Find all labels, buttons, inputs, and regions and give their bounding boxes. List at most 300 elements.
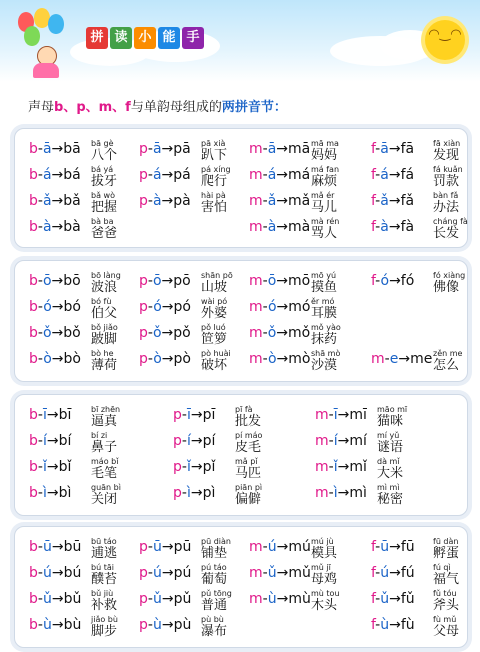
dash: - bbox=[181, 433, 187, 449]
syllable-spelling bbox=[139, 617, 191, 633]
example-word bbox=[91, 349, 117, 373]
initial-letter: m bbox=[249, 591, 263, 607]
syllable-result: mà bbox=[288, 219, 311, 235]
dash: - bbox=[262, 591, 268, 607]
syllable-result: mǒ bbox=[288, 325, 311, 341]
example-pinyin: bá yá bbox=[91, 165, 114, 174]
example-pinyin: guān bì bbox=[91, 483, 121, 492]
initial-letter: f bbox=[371, 193, 376, 209]
syllable-result: pǔ bbox=[173, 591, 192, 607]
final-vowel: ī bbox=[42, 407, 47, 423]
dash: - bbox=[37, 591, 43, 607]
example-pinyin: pú táo bbox=[201, 563, 227, 572]
example-word bbox=[201, 165, 231, 189]
syllable-spelling bbox=[29, 433, 71, 449]
example-pinyin: cháng fà bbox=[433, 217, 468, 226]
syllable-spelling bbox=[173, 433, 215, 449]
syllable-spelling bbox=[29, 459, 71, 475]
title-char: 小 bbox=[134, 27, 156, 49]
dash: - bbox=[375, 219, 381, 235]
syllable-spelling bbox=[139, 193, 191, 209]
syllable-card-o bbox=[14, 260, 468, 382]
initial-letter: p bbox=[139, 167, 148, 183]
initial-letter: b bbox=[29, 219, 38, 235]
syllable-result: pā bbox=[173, 141, 191, 157]
example-pinyin: bàn fǎ bbox=[433, 191, 459, 200]
syllable-spelling bbox=[29, 193, 81, 209]
final-vowel: ó bbox=[380, 273, 390, 289]
example-word bbox=[91, 217, 117, 241]
example-word bbox=[433, 139, 460, 163]
syllable-spelling bbox=[29, 325, 81, 341]
dash: - bbox=[37, 485, 43, 501]
example-word bbox=[311, 537, 337, 561]
title-char: 能 bbox=[158, 27, 180, 49]
example-hanzi: 害怕 bbox=[201, 200, 228, 215]
arrow-icon: → bbox=[337, 485, 350, 501]
final-vowel: ō bbox=[267, 273, 277, 289]
example-hanzi: 父母 bbox=[433, 624, 460, 639]
initial-letter: f bbox=[371, 617, 376, 633]
example-hanzi: 八个 bbox=[91, 148, 118, 163]
example-pinyin: bǒ jiǎo bbox=[91, 323, 118, 332]
example-hanzi: 抹药 bbox=[311, 332, 338, 347]
syllable-spelling bbox=[29, 565, 81, 581]
example-word bbox=[433, 165, 463, 189]
final-vowel: ǒ bbox=[152, 325, 162, 341]
final-vowel: ā bbox=[267, 141, 277, 157]
initial-letter: m bbox=[249, 219, 263, 235]
arrow-icon: → bbox=[161, 325, 174, 341]
arrow-icon: → bbox=[389, 273, 401, 289]
example-hanzi: 脚步 bbox=[91, 624, 118, 639]
example-hanzi: 鼻子 bbox=[91, 440, 118, 455]
example-pinyin: pá xíng bbox=[201, 165, 231, 174]
syllable-spelling bbox=[139, 167, 191, 183]
syllable-spelling bbox=[371, 141, 414, 157]
arrow-icon: → bbox=[51, 299, 64, 315]
example-hanzi: 拔牙 bbox=[91, 174, 118, 189]
dash: - bbox=[37, 459, 43, 475]
example-word bbox=[311, 589, 340, 613]
initial-letter: m bbox=[249, 539, 263, 555]
example-pinyin: mō yú bbox=[311, 271, 337, 280]
page-title bbox=[86, 27, 204, 49]
syllable-result: fá bbox=[400, 167, 415, 183]
example-word bbox=[91, 139, 117, 163]
example-pinyin: shā mò bbox=[311, 349, 341, 358]
example-hanzi: 薄荷 bbox=[91, 358, 118, 373]
arrow-icon: → bbox=[51, 193, 64, 209]
example-hanzi: 补救 bbox=[91, 598, 118, 613]
dash: - bbox=[328, 433, 334, 449]
example-pinyin: dà mǐ bbox=[377, 457, 400, 466]
dash: - bbox=[181, 459, 187, 475]
syllable-spelling bbox=[29, 299, 81, 315]
example-word bbox=[377, 405, 407, 429]
dash: - bbox=[375, 539, 381, 555]
syllable-spelling bbox=[29, 539, 81, 555]
syllable-result: bà bbox=[63, 219, 81, 235]
dash: - bbox=[37, 351, 44, 367]
example-hanzi: 葡萄 bbox=[201, 572, 228, 587]
initial-letter: b bbox=[29, 299, 38, 315]
arrow-icon: → bbox=[46, 459, 59, 475]
syllable-result: fū bbox=[400, 539, 415, 555]
example-word bbox=[201, 139, 227, 163]
arrow-icon: → bbox=[388, 167, 401, 183]
example-hanzi: 山坡 bbox=[201, 280, 228, 295]
syllable-result: fú bbox=[400, 565, 415, 581]
example-hanzi: 伯父 bbox=[91, 306, 118, 321]
example-word bbox=[91, 483, 121, 507]
example-pinyin: māo mī bbox=[377, 405, 408, 414]
final-vowel: ù bbox=[152, 617, 162, 633]
arrow-icon: → bbox=[276, 325, 289, 341]
example-pinyin: bū táo bbox=[91, 537, 117, 546]
final-vowel: ó bbox=[153, 299, 162, 315]
arrow-icon: → bbox=[51, 167, 64, 183]
balloon-icon bbox=[24, 26, 40, 46]
final-vowel: ù bbox=[380, 617, 390, 633]
final-vowel: ǎ bbox=[380, 193, 389, 209]
example-word bbox=[91, 323, 118, 347]
example-hanzi: 沙漠 bbox=[311, 358, 338, 373]
example-pinyin: pǔ tōng bbox=[201, 589, 232, 598]
initial-letter: f bbox=[371, 591, 376, 607]
example-pinyin: má fan bbox=[311, 165, 340, 174]
arrow-icon: → bbox=[337, 433, 350, 449]
example-pinyin: mā ma bbox=[311, 139, 339, 148]
arrow-icon: → bbox=[51, 591, 64, 607]
example-word bbox=[377, 431, 403, 455]
initial-letter: p bbox=[173, 459, 182, 475]
example-word bbox=[201, 297, 227, 321]
initial-letter: f bbox=[371, 565, 376, 581]
final-vowel: ī bbox=[333, 407, 338, 423]
heading-highlight: 两拼音节： bbox=[221, 100, 287, 115]
syllable-result: mī bbox=[349, 407, 367, 423]
initial-letter: m bbox=[249, 193, 263, 209]
final-vowel: à bbox=[380, 219, 389, 235]
syllable-result: fǔ bbox=[400, 591, 415, 607]
initial-letter: b bbox=[29, 565, 38, 581]
initial-letter: f bbox=[371, 219, 376, 235]
arrow-icon: → bbox=[46, 407, 59, 423]
dash: - bbox=[262, 351, 268, 367]
example-hanzi: 毛笔 bbox=[91, 466, 118, 481]
syllable-result: bī bbox=[58, 407, 72, 423]
arrow-icon: → bbox=[276, 591, 289, 607]
syllable-result: pū bbox=[173, 539, 192, 555]
girl-illustration-body bbox=[33, 63, 59, 78]
syllable-result: pó bbox=[173, 299, 191, 315]
final-vowel: í bbox=[333, 433, 338, 449]
example-pinyin: fá kuǎn bbox=[433, 165, 463, 174]
syllable-result: mú bbox=[288, 539, 311, 555]
syllable-result: pà bbox=[173, 193, 191, 209]
example-hanzi: 马儿 bbox=[311, 200, 338, 215]
initial-letter: m bbox=[249, 167, 263, 183]
syllable-result: fǎ bbox=[400, 193, 415, 209]
example-hanzi: 谜语 bbox=[377, 440, 404, 455]
dash: - bbox=[147, 351, 154, 367]
example-hanzi: 普通 bbox=[201, 598, 228, 613]
dash: - bbox=[262, 325, 268, 341]
initial-letter: p bbox=[139, 539, 148, 555]
example-hanzi: 办法 bbox=[433, 200, 460, 215]
example-hanzi: 逋逃 bbox=[91, 546, 118, 561]
title-char: 读 bbox=[110, 27, 132, 49]
final-vowel: ù bbox=[267, 591, 277, 607]
example-pinyin: mí yǔ bbox=[377, 431, 400, 440]
example-word bbox=[433, 537, 459, 561]
initial-letter: p bbox=[139, 193, 148, 209]
initial-letter: f bbox=[371, 167, 376, 183]
example-word bbox=[91, 563, 117, 587]
title-char: 手 bbox=[182, 27, 204, 49]
syllable-result: bǒ bbox=[63, 325, 81, 341]
initial-letter: b bbox=[29, 433, 38, 449]
dash: - bbox=[375, 617, 381, 633]
arrow-icon: → bbox=[276, 299, 289, 315]
heading-letters: b、p、m、f bbox=[54, 100, 131, 115]
syllable-spelling bbox=[371, 617, 415, 633]
section-heading bbox=[28, 96, 287, 115]
example-pinyin: bí zi bbox=[91, 431, 108, 440]
example-pinyin: fā xiàn bbox=[433, 139, 461, 148]
example-pinyin: fú qì bbox=[433, 563, 451, 572]
final-vowel: ì bbox=[42, 485, 47, 501]
balloon-icon bbox=[48, 14, 64, 34]
final-vowel: ā bbox=[380, 141, 389, 157]
arrow-icon: → bbox=[51, 273, 64, 289]
syllable-spelling bbox=[249, 219, 310, 235]
arrow-icon: → bbox=[276, 219, 289, 235]
dash: - bbox=[37, 299, 44, 315]
syllable-spelling bbox=[371, 351, 432, 367]
dash: - bbox=[262, 193, 268, 209]
final-vowel: ó bbox=[43, 299, 52, 315]
example-pinyin: pí máo bbox=[235, 431, 263, 440]
syllable-spelling bbox=[173, 459, 215, 475]
arrow-icon: → bbox=[388, 141, 401, 157]
final-vowel: ǒ bbox=[267, 325, 277, 341]
initial-letter: p bbox=[139, 591, 148, 607]
syllable-result: pá bbox=[173, 167, 191, 183]
final-vowel: ǐ bbox=[333, 459, 338, 475]
syllable-spelling bbox=[29, 167, 81, 183]
arrow-icon: → bbox=[190, 485, 203, 501]
dash: - bbox=[147, 617, 153, 633]
initial-letter: p bbox=[139, 565, 148, 581]
dash: - bbox=[262, 565, 268, 581]
example-word bbox=[91, 615, 118, 639]
syllable-spelling bbox=[315, 485, 367, 501]
example-pinyin: hài pà bbox=[201, 191, 226, 200]
syllable-spelling bbox=[173, 485, 215, 501]
title-char: 拼 bbox=[86, 27, 108, 49]
syllable-result: mǐ bbox=[349, 459, 367, 475]
syllable-spelling bbox=[139, 539, 191, 555]
final-vowel: ú bbox=[380, 565, 390, 581]
syllable-spelling bbox=[139, 325, 191, 341]
dash: - bbox=[37, 617, 43, 633]
dash: - bbox=[384, 351, 390, 367]
syllable-result: mǎ bbox=[288, 193, 311, 209]
initial-letter: p bbox=[139, 351, 148, 367]
initial-letter: p bbox=[173, 485, 182, 501]
example-hanzi: 耳膜 bbox=[311, 306, 338, 321]
arrow-icon: → bbox=[161, 141, 174, 157]
example-hanzi: 木头 bbox=[311, 598, 338, 613]
example-pinyin: mǒ yào bbox=[311, 323, 341, 332]
syllable-result: mó bbox=[288, 299, 311, 315]
initial-letter: p bbox=[139, 617, 148, 633]
syllable-spelling bbox=[371, 193, 414, 209]
example-word bbox=[201, 271, 233, 295]
syllable-result: bó bbox=[63, 299, 81, 315]
syllable-spelling bbox=[249, 299, 310, 315]
arrow-icon: → bbox=[190, 407, 203, 423]
syllable-spelling bbox=[249, 141, 310, 157]
syllable-result: pǒ bbox=[173, 325, 191, 341]
arrow-icon: → bbox=[388, 219, 401, 235]
initial-letter: b bbox=[29, 485, 38, 501]
final-vowel: ǐ bbox=[42, 459, 47, 475]
syllable-spelling bbox=[29, 485, 71, 501]
arrow-icon: → bbox=[276, 351, 289, 367]
example-hanzi: 罚款 bbox=[433, 174, 460, 189]
example-word bbox=[311, 165, 339, 189]
syllable-result: bō bbox=[63, 273, 81, 289]
dash: - bbox=[37, 273, 43, 289]
example-pinyin: pù bù bbox=[201, 615, 224, 624]
arrow-icon: → bbox=[161, 351, 174, 367]
arrow-icon: → bbox=[161, 299, 174, 315]
syllable-result: mō bbox=[288, 273, 311, 289]
initial-letter: m bbox=[371, 351, 385, 367]
arrow-icon: → bbox=[190, 433, 203, 449]
example-word bbox=[377, 457, 403, 481]
syllable-spelling bbox=[139, 299, 191, 315]
final-vowel: ā bbox=[152, 141, 162, 157]
example-hanzi: 发现 bbox=[433, 148, 460, 163]
example-pinyin: fǔ tóu bbox=[433, 589, 457, 598]
example-word bbox=[201, 615, 227, 639]
syllable-spelling bbox=[249, 591, 311, 607]
syllable-result: mù bbox=[288, 591, 311, 607]
syllable-result: pō bbox=[173, 273, 191, 289]
initial-letter: b bbox=[29, 591, 38, 607]
final-vowel: ō bbox=[152, 273, 162, 289]
syllable-result: pī bbox=[202, 407, 216, 423]
dash: - bbox=[375, 141, 381, 157]
final-vowel: ǔ bbox=[380, 591, 390, 607]
arrow-icon: → bbox=[389, 591, 401, 607]
dash: - bbox=[181, 485, 187, 501]
example-hanzi: 跛脚 bbox=[91, 332, 118, 347]
example-pinyin: bú tāi bbox=[91, 563, 114, 572]
example-word bbox=[91, 537, 117, 561]
initial-letter: m bbox=[249, 565, 263, 581]
arrow-icon: → bbox=[276, 565, 289, 581]
final-vowel: á bbox=[380, 167, 389, 183]
example-pinyin: pǒ luó bbox=[201, 323, 226, 332]
initial-letter: b bbox=[29, 407, 38, 423]
syllable-result: fó bbox=[400, 273, 415, 289]
syllable-result: mò bbox=[288, 351, 311, 367]
syllable-spelling bbox=[249, 273, 310, 289]
example-hanzi: 马匹 bbox=[235, 466, 262, 481]
syllable-result: fà bbox=[400, 219, 415, 235]
final-vowel: ó bbox=[267, 299, 277, 315]
initial-letter: p bbox=[173, 407, 182, 423]
initial-letter: m bbox=[249, 351, 263, 367]
example-pinyin: mú jù bbox=[311, 537, 334, 546]
initial-letter: m bbox=[249, 273, 263, 289]
example-hanzi: 骂人 bbox=[311, 226, 338, 241]
example-word bbox=[235, 431, 262, 455]
initial-letter: b bbox=[29, 193, 38, 209]
final-vowel: e bbox=[389, 351, 399, 367]
example-hanzi: 爬行 bbox=[201, 174, 228, 189]
example-hanzi: 怎么 bbox=[433, 358, 460, 373]
example-hanzi: 母鸡 bbox=[311, 572, 338, 587]
example-hanzi: 佛像 bbox=[433, 280, 460, 295]
example-word bbox=[433, 191, 459, 215]
syllable-result: má bbox=[288, 167, 311, 183]
dash: - bbox=[37, 565, 43, 581]
arrow-icon: → bbox=[161, 167, 174, 183]
syllable-spelling bbox=[29, 351, 81, 367]
syllable-result: me bbox=[410, 351, 433, 367]
initial-letter: m bbox=[249, 299, 263, 315]
syllable-spelling bbox=[139, 565, 191, 581]
final-vowel: à bbox=[152, 193, 162, 209]
final-vowel: ū bbox=[152, 539, 162, 555]
syllable-result: bá bbox=[63, 167, 81, 183]
final-vowel: ū bbox=[380, 539, 390, 555]
dash: - bbox=[375, 167, 381, 183]
initial-letter: m bbox=[315, 459, 329, 475]
initial-letter: m bbox=[249, 141, 263, 157]
syllable-result: bú bbox=[63, 565, 82, 581]
syllable-spelling bbox=[139, 351, 191, 367]
dash: - bbox=[37, 167, 43, 183]
dash: - bbox=[375, 591, 381, 607]
arrow-icon: → bbox=[276, 539, 289, 555]
example-pinyin: pī fà bbox=[235, 405, 253, 414]
dash: - bbox=[37, 539, 43, 555]
dash: - bbox=[375, 193, 381, 209]
example-word bbox=[201, 563, 227, 587]
example-hanzi: 偏僻 bbox=[235, 492, 262, 507]
dash: - bbox=[181, 407, 187, 423]
dash: - bbox=[262, 539, 268, 555]
initial-letter: p bbox=[139, 273, 148, 289]
final-vowel: ǔ bbox=[42, 591, 52, 607]
example-word bbox=[235, 405, 261, 429]
dash: - bbox=[375, 273, 381, 289]
arrow-icon: → bbox=[51, 351, 64, 367]
arrow-icon: → bbox=[51, 141, 64, 157]
syllable-result: bí bbox=[58, 433, 72, 449]
syllable-result: mā bbox=[288, 141, 311, 157]
dash: - bbox=[262, 167, 268, 183]
syllable-spelling bbox=[371, 565, 415, 581]
example-hanzi: 逼真 bbox=[91, 414, 118, 429]
